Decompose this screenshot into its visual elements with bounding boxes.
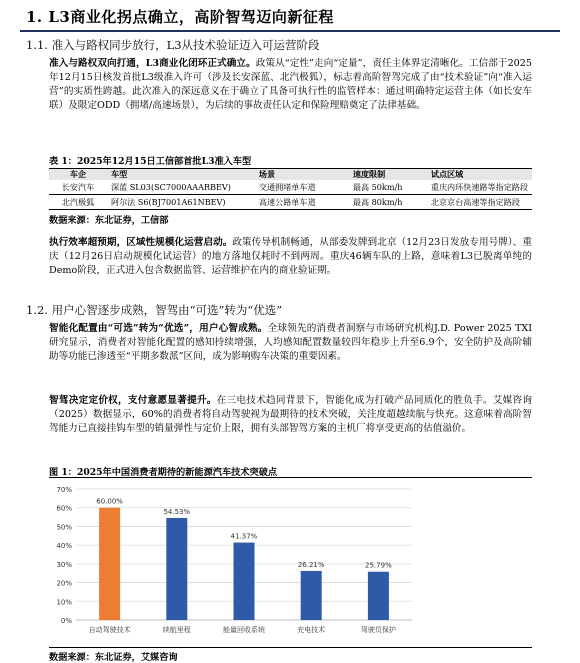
table-cell: 最高 50km/h [349, 180, 427, 195]
paragraph-3-body: 全球领先的消费者洞察与市场研究机构J.D. Power 2025 TXI研究显示，消费者对智能化配置的感知持续增强，人均感知配置数量较四年稳步上升至6.9个，安全防护及高阶辅助等功能已渗透至“平期多数派”区间，成为影响购车决策的重要因素。 [49, 323, 533, 363]
table-cell: 阿尔法 S6(BJ7001A61NBEV) [107, 195, 255, 210]
paragraph-2 [49, 236, 532, 278]
paragraph-4-body: 在三电技术趋同背景下，智能化成为打破产品同质化的胜负手。艾媒咨询（2025）数据显示，60%的消费者将自动驾驶视为最期待的技术突破，关注度超越续航与快充。这意味着高阶智驾能力已直接挂钩车型的销量弹性与定价上限，拥有头部智驾方案的主机厂将享受更高的估值溢价。 [49, 395, 533, 435]
bar-value-label: 25.79% [365, 561, 392, 570]
x-tick-label: 驾驶员保护 [360, 626, 396, 634]
section-1-2-heading: 1.2. 用户心智逐步成熟，智驾由“可选”转为“优选” [26, 303, 283, 317]
table-cell: 北汽极狐 [49, 195, 107, 210]
bar [234, 543, 255, 620]
figure-bottom-rule [49, 647, 532, 648]
figure-caption-rule [49, 477, 532, 478]
table-cell: 高速公路单车道 [255, 195, 349, 210]
table-cell: 长安汽车 [49, 180, 107, 195]
paragraph-2-lead: 执行效率超预期，区域性规模化运营启动。 [49, 237, 233, 248]
bar [166, 518, 187, 620]
bar-value-label: 54.53% [163, 507, 191, 516]
y-tick-label: 10% [56, 598, 72, 607]
table-header-cell: 场景 [255, 169, 349, 181]
section-1-1-heading: 1.1. 准入与路权同步放行，L3从技术验证迈入可运营阶段 [26, 38, 320, 52]
bar-value-label: 41.37% [230, 532, 258, 541]
tech-breakthrough-chart [49, 479, 532, 646]
l3-approval-table [49, 168, 532, 210]
x-tick-label: 能量回收系统 [223, 626, 265, 634]
table-header-cell: 车型 [107, 169, 255, 181]
bar [301, 571, 322, 620]
y-tick-label: 60% [56, 504, 72, 513]
figure-caption: 图 1：2025年中国消费者期待的新能源汽车技术突破点 [49, 467, 278, 478]
table-cell: 重庆内环快速路等指定路段 [427, 180, 532, 195]
table-row [49, 195, 532, 210]
y-tick-label: 20% [56, 579, 72, 588]
bar-value-label: 26.21% [297, 560, 325, 569]
table-cell: 交通拥堵单车道 [255, 180, 349, 195]
paragraph-1 [49, 57, 532, 113]
bar-chart-svg [49, 479, 532, 646]
table-cell: 深蓝 SL03(SC7000AAARBEV) [107, 180, 255, 195]
paragraph-1-lead: 准入与路权双向打通，L3商业化闭环正式确立。 [49, 58, 256, 69]
bar [99, 508, 120, 620]
paragraph-4-lead: 智驾决定定价权，支付意愿显著提升。 [49, 395, 217, 406]
paragraph-1-body: 政策从“定性”走向“定量”，责任主体界定清晰化。工信部于2025年12月15日核发首批L3级准入许可（涉及长安深蓝、北汽极狐），标志着高阶智驾完成了由“技术验证”向“准入运营”的实质性跨越。此次准入的深远意义在于确立了具备可执行性的监管样本：通过明确特定运营主体（如长安车联）及限定ODD（拥堵/高速场景），为后续的事故责任认定和保险理赔奠定了法律基础。 [49, 58, 532, 112]
paragraph-4 [49, 394, 532, 436]
table-cell: 北京京台高速等指定路段 [427, 195, 532, 210]
y-tick-label: 50% [56, 523, 72, 532]
table-header-cell: 速度限制 [349, 169, 427, 181]
bar-value-label: 60.00% [96, 497, 123, 506]
bar [368, 572, 389, 620]
table-cell: 最高 80km/h [349, 195, 427, 210]
table-caption: 表 1：2025年12月15日工信部首批L3准入车型 [49, 156, 252, 167]
paragraph-3-lead: 智能化配置由“可选”转为“优选”，用户心智成熟。 [49, 323, 268, 334]
figure-source: 数据来源：东北证券，艾媒咨询 [49, 652, 178, 663]
x-tick-label: 充电技术 [297, 626, 326, 634]
y-tick-label: 30% [56, 560, 72, 569]
paragraph-3 [49, 322, 532, 364]
y-tick-label: 40% [56, 542, 72, 551]
y-tick-label: 0% [60, 617, 72, 625]
table-row [49, 180, 532, 195]
x-tick-label: 续航里程 [162, 626, 191, 634]
table-source: 数据来源：东北证券，工信部 [49, 215, 169, 226]
paragraph-2-body: 政策传导机制畅通，从部委发牌到北京（12月23日发放专用号牌）、重庆（12月26日启动规模化试运营）的地方落地仅耗时不到两周。重庆46辆车队的上路，意味着L3已脱离单纯的Demo阶段，正式进入包含数据监管、运营维护在内的商业验证期。 [49, 237, 532, 277]
table-header-cell: 试点区域 [427, 169, 532, 181]
section-1-heading: 1. L3商业化拐点确立，高阶智驾迈向新征程 [26, 8, 334, 26]
heading-rule [20, 30, 560, 32]
x-tick-label: 自动驾驶技术 [88, 626, 131, 634]
table-header-row [49, 169, 532, 181]
table-header-cell: 车企 [49, 169, 107, 181]
y-tick-label: 70% [56, 486, 72, 494]
